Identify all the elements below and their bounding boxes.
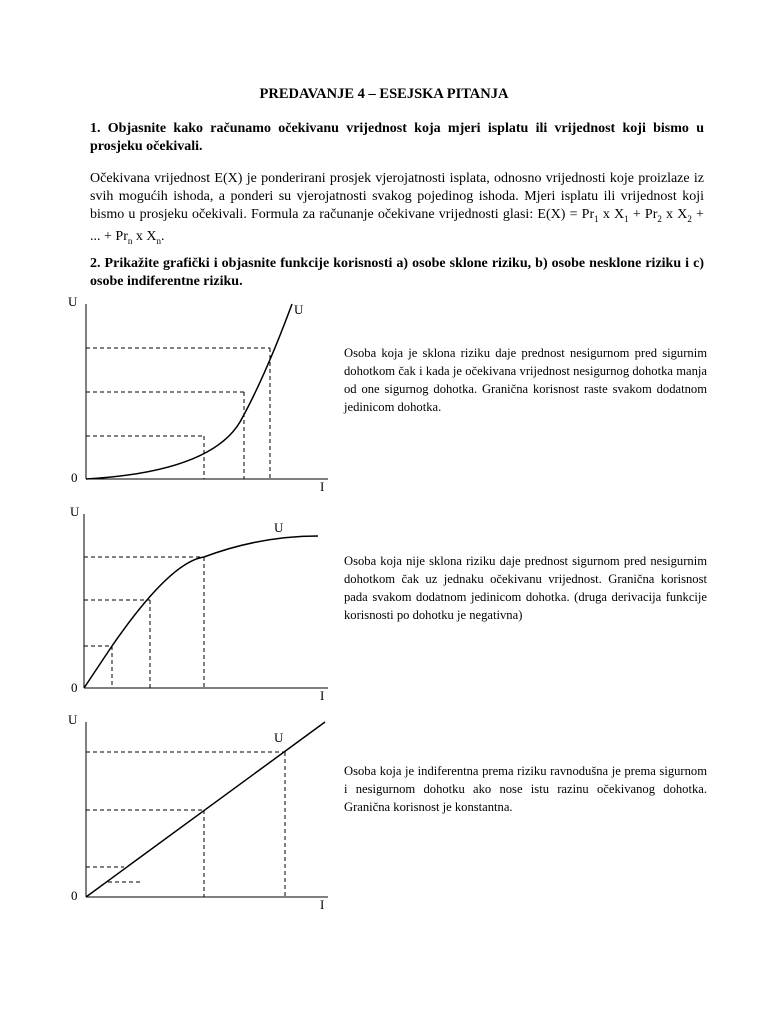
graph-risk-loving <box>60 292 340 502</box>
y-axis-label: U <box>68 712 78 727</box>
guide-lines <box>86 348 270 479</box>
graph-risk-averse <box>60 502 340 712</box>
x-axis-label: I <box>320 479 325 494</box>
graph-3-description: Osoba koja je indiferentna prema riziku ravnodušna je prema sigurnom i nesigurnom dohotku ako nose istu razinu očekivanog dohotka. Granična korisnost je konstantna. <box>344 764 707 814</box>
guide-lines <box>84 557 204 688</box>
y-axis-label: U <box>70 504 80 519</box>
x-axis-label: I <box>320 897 325 912</box>
y-axis-label: U <box>68 294 78 309</box>
answer-1-text: Očekivana vrijednost E(X) je ponderirani prosjek vjerojatnosti isplata, odnosno vrijednosti koje proizlaze iz svih mogućih ishoda, a ponderi su vjerojatnosti svakog pojedinog ishoda. Mjeri isplatu ili vrijednost koji bismo u prosjeku očekivali. Formula za računanje očekivane vrijednosti glasi: <box>90 171 704 222</box>
answer-1 <box>90 170 704 250</box>
x-axis-label: I <box>320 688 325 703</box>
graph-risk-neutral <box>60 710 340 920</box>
question-1: 1. Objasnite kako računamo očekivanu vrijednost koja mjeri isplatu ili vrijednost koji bismo u prosjeku očekivali. <box>90 121 704 154</box>
curve-label: U <box>274 520 284 535</box>
origin-label: 0 <box>71 888 78 903</box>
origin-label: 0 <box>71 470 78 485</box>
graph-1-description: Osoba koja je sklona riziku daje prednost nesigurnom pred sigurnim dohotkom čak i kada je očekivana vrijednost nesigurnog dohotka manja od one sigurnog dohotka. Granična korisnost raste svakom dodatnom jedinicom dohotka. <box>344 346 707 414</box>
curve-label: U <box>294 302 304 317</box>
curve-label: U <box>274 730 284 745</box>
expected-value-formula: $E(X) = Pr_1$ x $X_1 + Pr_2$ x $X_2$ + ... + $Pr_n$ x $X_n$. <box>90 207 704 246</box>
question-2: 2. Prikažite grafički i objasnite funkcije korisnosti a) osobe sklone riziku, b) osobe nesklone riziku i c) osobe indiferentne riziku. <box>90 256 704 289</box>
utility-curve <box>84 536 318 688</box>
origin-label: 0 <box>71 680 78 695</box>
graph-2-description: Osoba koja nije sklona riziku daje prednost sigurnom pred nesigurnim dohotkom čak uz jednaku očekivanu vrijednost. Granična korisnost pada svakom dodatnom jedinicom dohotka. (druga derivacija funkcije korisnosti po dohotku je negativna) <box>344 554 707 622</box>
page-title: PREDAVANJE 4 – ESEJSKA PITANJA <box>259 86 509 102</box>
